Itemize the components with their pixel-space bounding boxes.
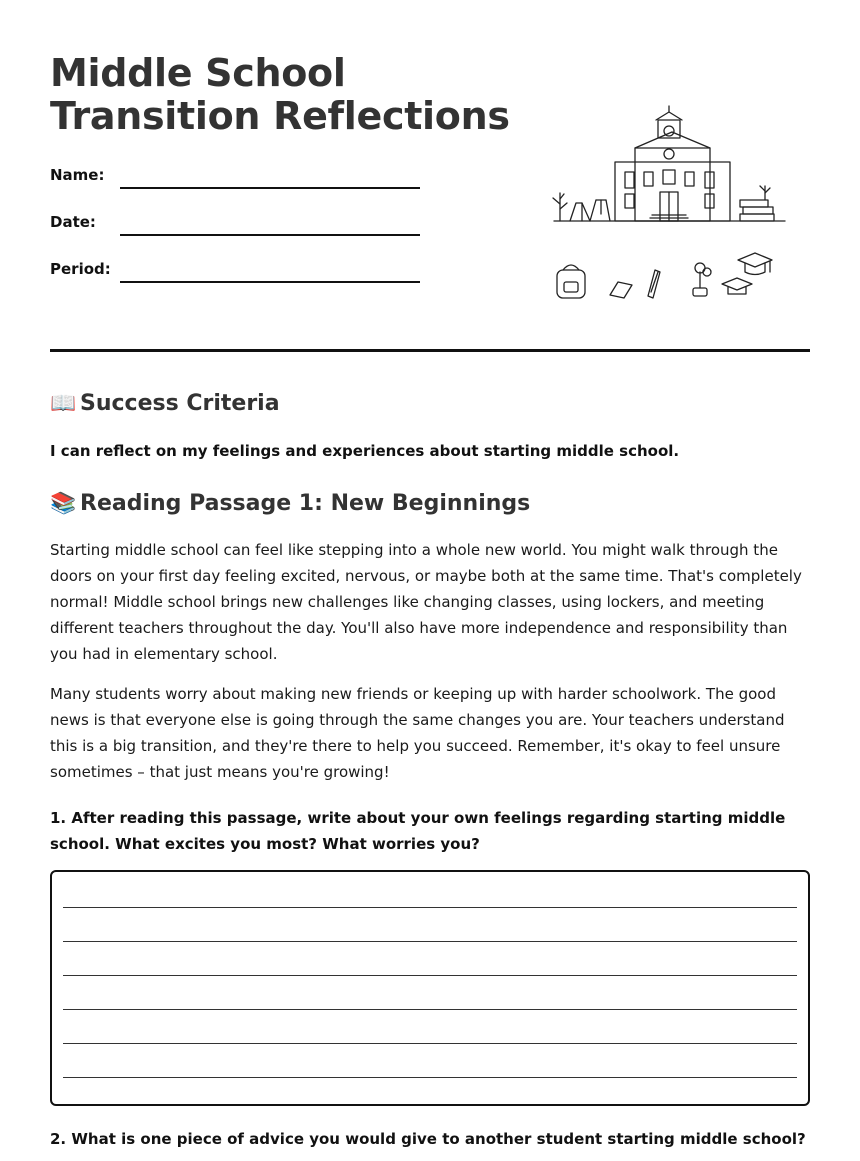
worksheet-title: [50, 52, 510, 138]
graduation-cap-icon: [722, 253, 772, 294]
school-illustration: [540, 100, 800, 310]
slide-icon: [570, 203, 590, 221]
date-field[interactable]: [50, 213, 420, 243]
notebook-icon: [610, 282, 632, 298]
name-label: Name:: [50, 166, 105, 184]
reading-passage-heading: 📚 Reading Passage 1: New Beginnings: [50, 491, 531, 516]
open-book-icon: 📖: [50, 391, 77, 415]
header-divider: [50, 349, 810, 352]
period-input-line[interactable]: [120, 281, 420, 283]
answer-line: [63, 907, 797, 908]
name-input-line[interactable]: [120, 187, 420, 189]
question-1: 1. After reading this passage, write about your own feelings regarding starting middle school. What excites you most? What worries you?: [50, 809, 786, 853]
books-stack-icon: [740, 186, 774, 221]
plant-icon: [693, 263, 711, 296]
answer-line: [63, 975, 797, 976]
success-criteria-heading: 📖 Success Criteria: [50, 391, 280, 416]
pencil-icon: [648, 270, 660, 298]
swing-icon: [590, 200, 610, 221]
answer-line: [63, 1009, 797, 1010]
period-label: Period:: [50, 260, 111, 278]
success-criteria-statement: I can reflect on my feelings and experiences about starting middle school.: [50, 442, 680, 460]
date-input-line[interactable]: [120, 234, 420, 236]
passage-paragraph: Starting middle school can feel like stepping into a whole new world. You might walk through the doors on your first day feeling excited, nervous, or maybe both at the same time. That's completely normal! Middle school brings new challenges like changing classes, using lockers, and meeting different teachers throughout the day. You'll also have more independence and responsibility than you had in elementary school.: [50, 541, 802, 663]
answer-line: [63, 1043, 797, 1044]
tree-icon: [553, 193, 567, 221]
answer-box-1[interactable]: [50, 870, 810, 1106]
books-icon: 📚: [50, 491, 77, 515]
answer-line: [63, 941, 797, 942]
backpack-icon: [557, 265, 585, 298]
date-label: Date:: [50, 213, 96, 231]
name-field[interactable]: [50, 166, 420, 196]
passage-paragraph: Many students worry about making new friends or keeping up with harder schoolwork. The good news is that everyone else is going through the same changes you are. Your teachers understand this is a big transition, and they're there to help you succeed. Remember, it's okay to feel unsure sometimes – that just means you're growing!: [50, 685, 785, 781]
period-field[interactable]: [50, 260, 420, 290]
answer-line: [63, 1077, 797, 1078]
title-line-2: Transition Reflections: [50, 94, 510, 138]
school-building-icon: [554, 106, 785, 221]
title-line-1: Middle School: [50, 51, 346, 95]
question-2: 2. What is one piece of advice you would give to another student starting middle school?: [50, 1130, 806, 1148]
